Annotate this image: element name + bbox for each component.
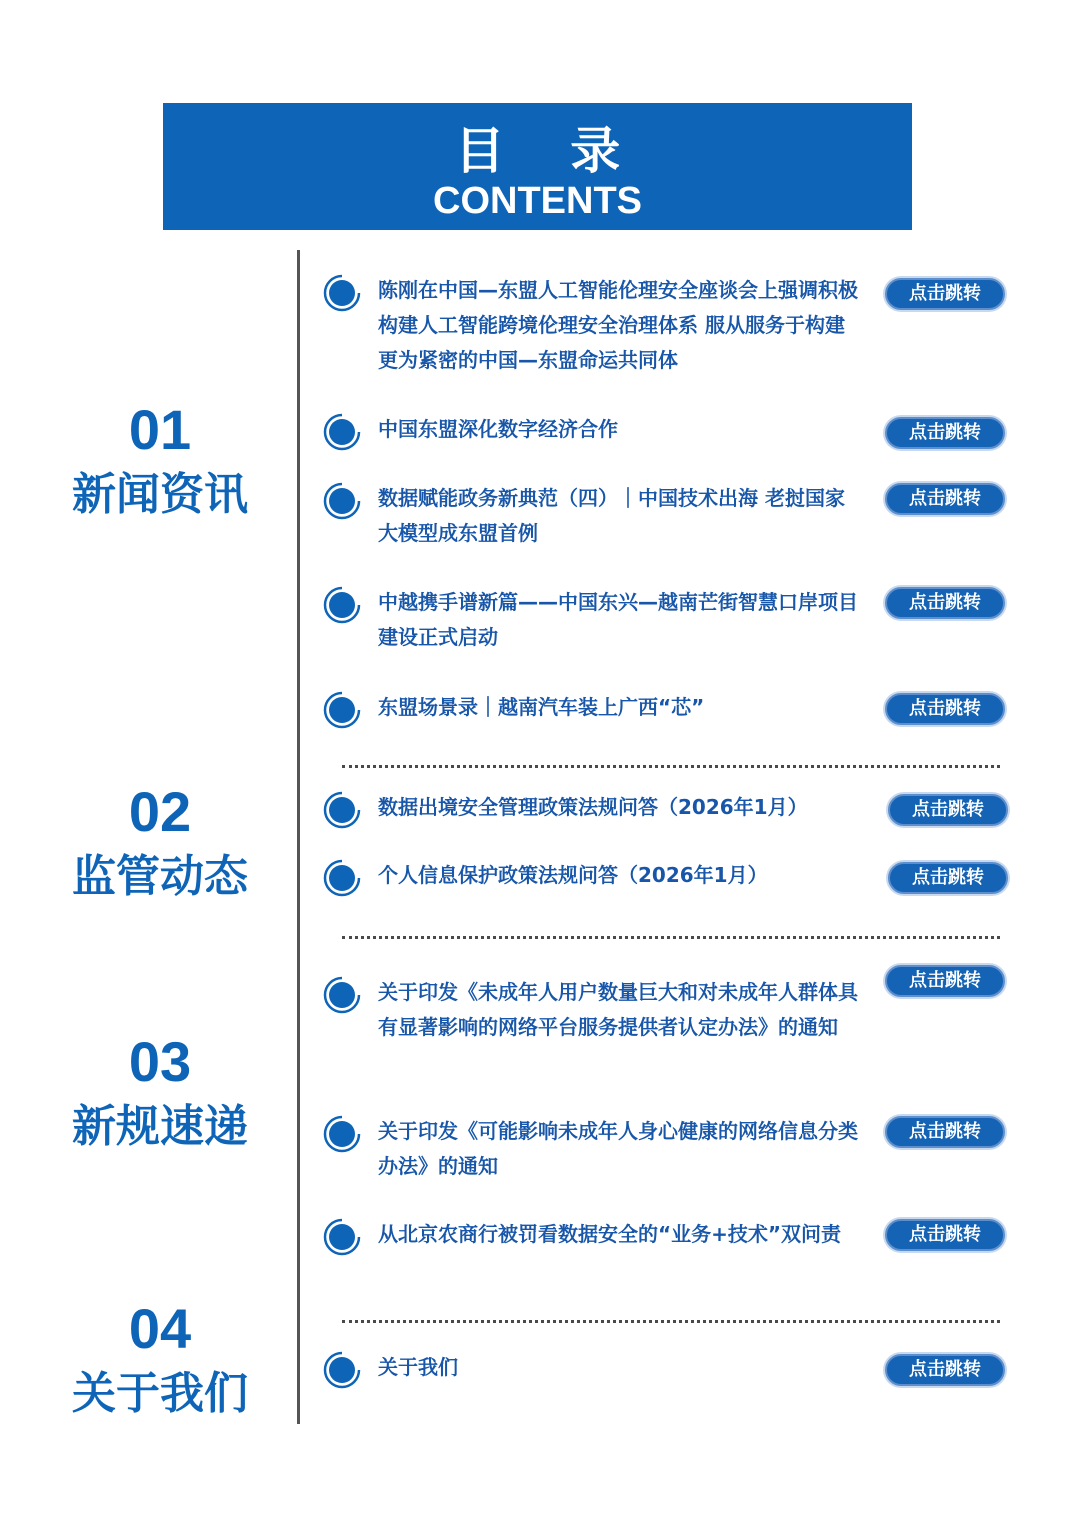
ring-dot-icon (322, 481, 362, 521)
section-name: 新规速递 (72, 1101, 248, 1152)
jump-button[interactable]: 点击跳转 (885, 587, 1005, 619)
ring-dot-icon (322, 585, 362, 625)
jump-button[interactable]: 点击跳转 (885, 693, 1005, 725)
section-number: 01 (128, 398, 192, 461)
section-number: 03 (128, 1030, 192, 1093)
item-title: 数据出境安全管理政策法规问答（2026年1月） (378, 795, 808, 819)
jump-button[interactable]: 点击跳转 (885, 1219, 1005, 1251)
header-subtitle: CONTENTS (433, 180, 642, 222)
item-title: 关于印发《可能影响未成年人身心健康的网络信息分类办法》的通知 (378, 1119, 858, 1178)
jump-button[interactable]: 点击跳转 (885, 417, 1005, 449)
ring-dot-icon (322, 1350, 362, 1390)
section-regulation (40, 780, 280, 904)
section-name: 新闻资讯 (72, 469, 248, 520)
header-title: 目 录 (454, 122, 645, 180)
item-title: 中越携手谱新篇——中国东兴—越南芒街智慧口岸项目建设正式启动 (378, 590, 858, 649)
ring-dot-icon (322, 273, 362, 313)
ring-dot-icon (322, 1217, 362, 1257)
item-title: 陈刚在中国—东盟人工智能伦理安全座谈会上强调积极构建人工智能跨境伦理安全治理体系 服从服务于构建更为紧密的中国—东盟命运共同体 (378, 278, 858, 372)
jump-button[interactable]: 点击跳转 (885, 1116, 1005, 1148)
item-title: 关于印发《未成年人用户数量巨大和对未成年人群体具有显著影响的网络平台服务提供者认定办法》的通知 (378, 980, 858, 1039)
jump-button[interactable]: 点击跳转 (885, 278, 1005, 310)
jump-button[interactable]: 点击跳转 (885, 965, 1005, 997)
dotted-divider (342, 936, 1000, 939)
ring-dot-icon (322, 790, 362, 830)
dotted-divider (342, 1320, 1000, 1323)
vertical-divider (297, 250, 300, 1424)
jump-button[interactable]: 点击跳转 (885, 1354, 1005, 1386)
item-title: 东盟场景录｜越南汽车装上广西“芯” (378, 695, 705, 719)
ring-dot-icon (322, 690, 362, 730)
section-news (40, 398, 280, 522)
contents-header (163, 103, 912, 230)
item-title: 从北京农商行被罚看数据安全的“业务+技术”双问责 (378, 1222, 842, 1246)
ring-dot-icon (322, 1114, 362, 1154)
item-title: 个人信息保护政策法规问答（2026年1月） (378, 863, 768, 887)
section-number: 02 (128, 780, 192, 843)
dotted-divider (342, 765, 1000, 768)
item-title: 关于我们 (378, 1355, 458, 1379)
ring-dot-icon (322, 412, 362, 452)
item-title: 中国东盟深化数字经济合作 (378, 417, 618, 441)
section-new-rules (40, 1030, 280, 1154)
jump-button[interactable]: 点击跳转 (885, 483, 1005, 515)
section-number: 04 (128, 1297, 192, 1360)
item-title: 数据赋能政务新典范（四）｜中国技术出海 老挝国家大模型成东盟首例 (378, 486, 845, 545)
ring-dot-icon (322, 975, 362, 1015)
section-name: 监管动态 (72, 851, 248, 902)
section-name: 关于我们 (72, 1368, 248, 1419)
jump-button[interactable]: 点击跳转 (888, 794, 1008, 826)
jump-button[interactable]: 点击跳转 (888, 862, 1008, 894)
section-about (40, 1297, 280, 1421)
ring-dot-icon (322, 858, 362, 898)
